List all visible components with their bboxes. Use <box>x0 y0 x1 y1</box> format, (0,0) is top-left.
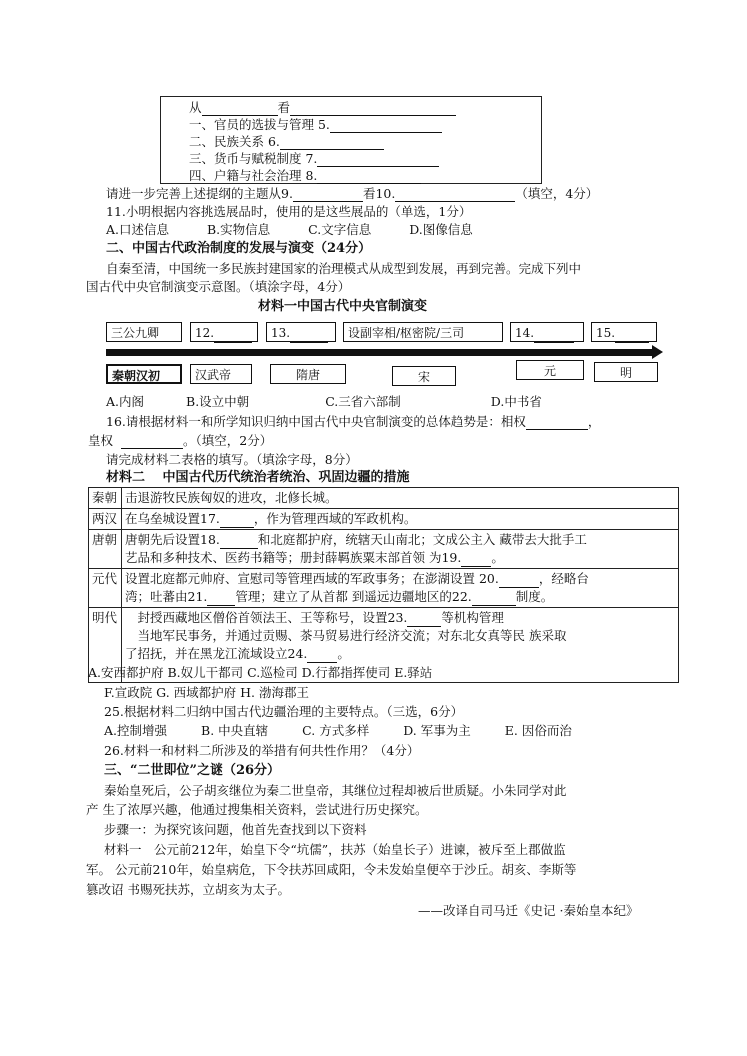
timeline-arrowhead <box>652 345 663 359</box>
material-1-line-1: 材料一 公元前212年，始皇下令“坑儒”，扶苏（始皇长子）进谏，被斥至上郡做监 <box>104 842 566 857</box>
blank[interactable] <box>293 188 363 202</box>
q-text: 。（填空，2分） <box>183 433 273 448</box>
section-3-para-1: 秦始皇死后，公子胡亥继位为秦二世皇帝，其继位过程却被后世质疑。小朱同学对此 <box>104 783 567 798</box>
section-2-intro: 自秦至清，中国统一多民族封建国家的治理模式从成型到发展，再到完善。完成下列中 <box>106 261 582 276</box>
dynasty-cell: 唐朝 <box>89 530 122 569</box>
step-1: 步骤一：为探究该问题，他首先查找到以下资料 <box>104 822 367 837</box>
option-d[interactable]: D.中书省 <box>490 394 542 409</box>
option-d[interactable]: D.图像信息 <box>409 222 473 237</box>
question-11-options <box>106 221 473 238</box>
section-2-intro-2: 国古代中央官制演变示意图。（填涂字母，4分） <box>86 279 351 294</box>
material-2-title: 材料二 中国古代历代统治者统治、巩固边疆的措施 <box>106 470 410 485</box>
outline-item-text: 三、货币与赋税制度 7. <box>189 151 318 166</box>
timeline-top-1: 三公九卿 <box>106 322 182 342</box>
table-row <box>89 530 679 569</box>
blank[interactable] <box>207 592 235 606</box>
cell-text: 和北庭都护府，统辖天山南北；文成公主入 藏带去大批手工 <box>257 532 587 547</box>
blank[interactable] <box>220 514 254 528</box>
table-intro: 请完成材料二表格的填写。（填涂字母，8分） <box>106 452 358 467</box>
timeline-bottom-5: 元 <box>516 360 584 380</box>
section-2-heading: 二、中国古代政治制度的发展与演变（24分） <box>106 241 372 256</box>
q-text: （填空，4分） <box>515 186 599 201</box>
measure-cell <box>122 569 679 608</box>
blank[interactable] <box>214 330 252 343</box>
material-2-table <box>88 487 679 683</box>
option-a[interactable]: A.控制增强 <box>104 723 168 738</box>
blank[interactable] <box>526 416 588 430</box>
timeline-top-5 <box>510 322 584 342</box>
blank[interactable] <box>407 613 441 627</box>
outline-title-mid: 看 <box>277 100 291 115</box>
question-16-line2 <box>88 432 272 449</box>
cell-text: 管理；建立了从首都 到遥远边疆地区的22. <box>235 589 472 604</box>
material-1-source: ——改译自司马迁《史记 ·秦始皇本纪》 <box>418 903 639 918</box>
blank[interactable] <box>615 330 649 343</box>
question-11: 11.小明根据内容挑选展品时，使用的是这些展品的（单选，1分） <box>106 204 472 219</box>
measure-cell: 击退游牧民族匈奴的进攻，北修长城。 <box>122 488 679 509</box>
measure-cell <box>122 530 679 569</box>
question-complete-outline <box>106 185 598 202</box>
question-26: 26.材料一和材料二所涉及的举措有何共性作用？（4分） <box>104 743 420 758</box>
blank[interactable] <box>330 119 442 133</box>
material-1-line-2: 军。 公元前210年，始皇病危，下令扶苏回咸阳，令未发始皇便卒于沙丘。胡亥、李斯等 <box>86 862 577 877</box>
dynasty-cell: 两汉 <box>89 509 122 530</box>
question-25-options <box>104 722 572 739</box>
cell-text: 制度。 <box>515 589 554 604</box>
cell-text: ，经略台 <box>538 571 589 586</box>
blank[interactable] <box>499 574 539 588</box>
timeline-label: 12. <box>195 326 215 340</box>
table-options-2: F.宣政院 G. 西域都护府 H. 渤海郡王 <box>104 685 309 700</box>
measure-cell <box>122 509 679 530</box>
timeline-bottom-1: 秦朝汉初 <box>106 364 182 384</box>
material-1-title: 材料一中国古代中央官制演变 <box>258 299 428 314</box>
outline-box <box>160 96 542 184</box>
material-1-line-3: 篡改诏 书赐死扶苏，立胡亥为太子。 <box>86 882 290 897</box>
section-3-para-2: 产 生了浓厚兴趣，他通过搜集相关资料，尝试进行历史探究。 <box>86 802 428 817</box>
dynasty-cell: 元代 <box>89 569 122 608</box>
option-a[interactable]: A.内阁 <box>106 394 145 409</box>
table-options-1: A.安西都护府 B.奴儿干都司 C.巡检司 D.行都指挥使司 E.驿站 <box>88 665 433 680</box>
cell-text: 在乌垒城设置17. <box>125 511 220 526</box>
timeline-bottom-3: 隋唐 <box>270 364 346 384</box>
timeline-label: 14. <box>515 326 535 340</box>
dynasty-cell: 明代 <box>89 608 122 683</box>
blank[interactable] <box>121 435 183 449</box>
outline-item-2 <box>189 133 384 150</box>
blank[interactable] <box>220 535 258 549</box>
cell-text: 。 <box>491 550 504 565</box>
cell-text: ，作为管理西域的军政机构。 <box>253 511 417 526</box>
table-row <box>89 509 679 530</box>
option-b[interactable]: B. 中央直辖 <box>201 723 269 738</box>
option-c[interactable]: C.三省六部制 <box>325 394 401 409</box>
blank[interactable] <box>317 170 421 184</box>
table-row <box>89 488 679 509</box>
outline-item-4 <box>189 167 421 184</box>
timeline-top-6 <box>591 322 657 342</box>
blank[interactable] <box>290 102 456 116</box>
timeline-label: 13. <box>271 326 291 340</box>
option-b[interactable]: B.实物信息 <box>207 222 271 237</box>
timeline-label: 15. <box>596 326 616 340</box>
cell-text: 湾；吐蕃由21. <box>125 589 208 604</box>
table-row <box>89 569 679 608</box>
cell-text: 唐朝先后设置18. <box>125 532 220 547</box>
outline-item-3 <box>189 150 439 167</box>
outline-item-text: 二、民族关系 6. <box>189 134 280 149</box>
blank[interactable] <box>307 649 337 663</box>
option-d[interactable]: D. 军事为主 <box>403 723 471 738</box>
cell-text: 封授西藏地区僧俗首领法王、王等称号，设置23. <box>125 610 408 625</box>
q-text: 皇权 <box>88 433 114 448</box>
blank[interactable] <box>202 102 278 116</box>
timeline-top-3 <box>266 322 336 342</box>
outline-item-1 <box>189 116 442 133</box>
option-c[interactable]: C.文字信息 <box>308 222 372 237</box>
cell-text: 设置北庭都元帅府、宣慰司等管理西域的军政事务；在澎湖设置 20. <box>125 571 499 586</box>
outline-title-prefix: 从 <box>189 100 202 115</box>
timeline-bottom-2: 汉武帝 <box>190 364 252 384</box>
q-text: 看10. <box>362 186 396 201</box>
option-b[interactable]: B.设立中朝 <box>186 394 250 409</box>
timeline-top-2 <box>190 322 258 342</box>
outline-item-text: 四、户籍与社会治理 8. <box>189 168 318 183</box>
blank[interactable] <box>395 188 515 202</box>
blank[interactable] <box>290 330 328 343</box>
cell-text: 。 <box>337 646 350 661</box>
cell-text: 当地军民事务，并通过贡赐、茶马贸易进行经济交流；对东北女真等民 族采取 <box>125 628 567 643</box>
timeline-bottom-4: 宋 <box>392 366 456 386</box>
option-a[interactable]: A.口述信息 <box>106 222 170 237</box>
timeline-top-4: 设副宰相/枢密院/三司 <box>343 322 503 342</box>
timeline-options <box>106 393 542 410</box>
question-25: 25.根据材料二归纳中国古代边疆治理的主要特点。（三选，6分） <box>104 704 464 719</box>
outline-title <box>189 99 456 116</box>
dynasty-cell: 秦朝 <box>89 488 122 509</box>
q-text: 请进一步完善上述提纲的主题从9. <box>106 186 293 201</box>
blank[interactable] <box>472 592 516 606</box>
q-text: 16.请根据材料一和所学知识归纳中国古代中央官制演变的总体趋势是：相权 <box>106 414 526 429</box>
cell-text: 了招抚，并在黑龙江流域设立24. <box>125 646 308 661</box>
timeline-arrow <box>106 349 654 356</box>
blank[interactable] <box>317 153 439 167</box>
cell-text: 艺品和多种技术、医药书籍等；册封薛羁族粟末部首领 为19. <box>125 550 462 565</box>
blank[interactable] <box>534 330 574 343</box>
question-16: 16.请根据材料一和所学知识归纳中国古代中央官制演变的总体趋势是：相权 ， <box>106 414 601 429</box>
blank[interactable] <box>280 136 384 150</box>
outline-item-text: 一、官员的选拔与管理 5. <box>189 117 330 132</box>
section-3-heading: 三、“二世即位”之谜（26分） <box>104 763 281 778</box>
timeline-bottom-6: 明 <box>594 362 658 382</box>
cell-text: 等机构管理 <box>441 610 504 625</box>
blank[interactable] <box>461 553 491 567</box>
option-e[interactable]: E. 因俗而治 <box>504 723 572 738</box>
option-c[interactable]: C. 方式多样 <box>302 723 370 738</box>
